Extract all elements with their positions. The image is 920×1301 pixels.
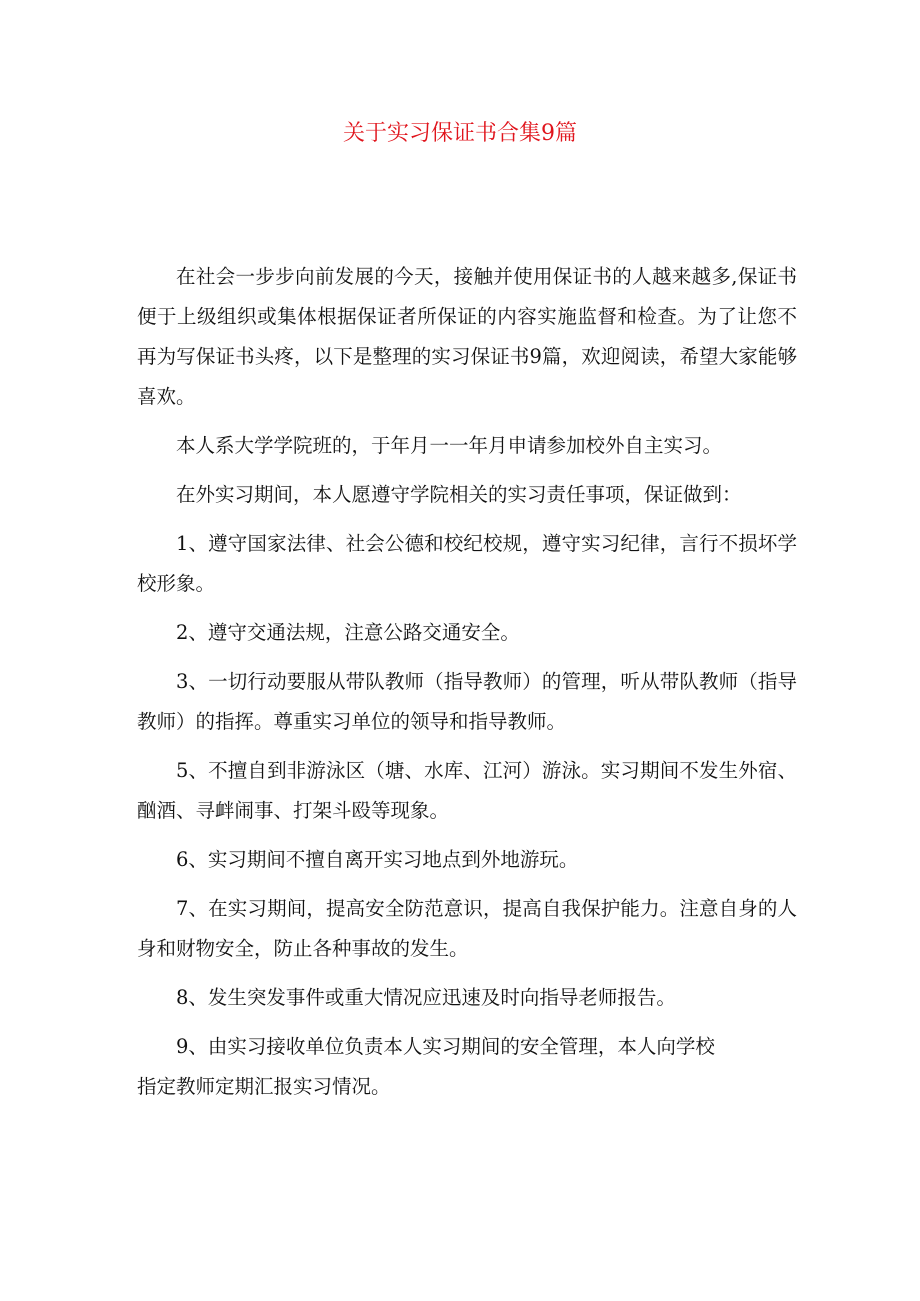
pledge-item-9: 9、由实习接收单位负责本人实习期间的安全管理，本人向学校 xyxy=(176,1035,715,1058)
pledge-item-2: 2、遵守交通法规，注意公路交通安全。 xyxy=(176,621,520,644)
pledge-item-9-continuation: 指定教师定期汇报实习情况。 xyxy=(137,1075,391,1098)
pledge-item-8: 8、发生突发事件或重大情况应迅速及时向指导老师报告。 xyxy=(176,986,676,1009)
document-body xyxy=(137,257,797,1107)
document-title: 关于实习保证书合集9篇 xyxy=(343,121,577,146)
pledge-item-5: 5、不擅自到非游泳区（塘、水库、江河）游泳。实习期间不发生外宿、酗酒、寻衅闹事、打架斗殴等现象。 xyxy=(137,759,797,822)
intro-paragraph: 在社会一步步向前发展的今天，接触并使用保证书的人越来越多,保证书便于上级组织或集体根据保证者所保证的内容实施监督和检查。为了让您不再为写保证书头疼，以下是整理的实习保证书9篇，欢迎阅读，希望大家能够喜欢。 xyxy=(137,265,797,408)
pledge-intro-paragraph: 在外实习期间，本人愿遵守学院相关的实习责任事项，保证做到： xyxy=(176,483,742,506)
pledge-item-3: 3、一切行动要服从带队教师（指导教师）的管理，听从带队教师（指导教师）的指挥。尊重实习单位的领导和指导教师。 xyxy=(137,670,797,733)
statement-paragraph: 本人系大学学院班的，于年月一一年月申请参加校外自主实习。 xyxy=(176,434,723,457)
pledge-item-7: 7、在实习期间，提高安全防范意识，提高自我保护能力。注意自身的人身和财物安全，防止各种事故的发生。 xyxy=(137,897,797,960)
pledge-item-6: 6、实习期间不擅自离开实习地点到外地游玩。 xyxy=(176,848,579,871)
pledge-item-1: 1、遵守国家法律、社会公德和校纪校规，遵守实习纪律，言行不损坏学校形象。 xyxy=(137,532,797,595)
